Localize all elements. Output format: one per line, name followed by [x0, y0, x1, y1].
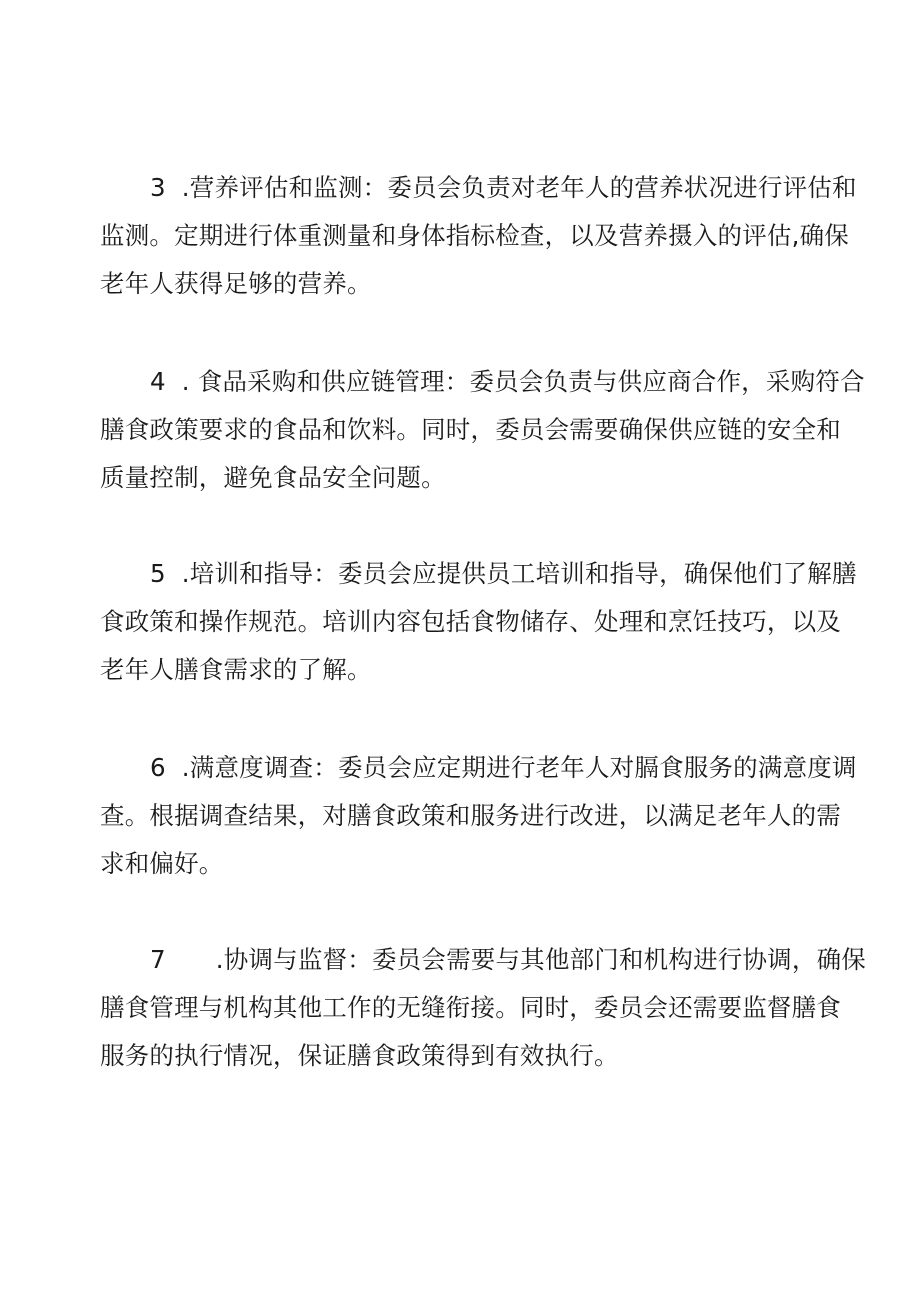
list-item-3 [100, 164, 857, 308]
item-line-3: 服务的执行情况，保证膳食政策得到有效执行。 [100, 1041, 619, 1070]
list-item-6 [100, 744, 857, 888]
item-number: 3 [150, 173, 166, 202]
item-line-3: 求和偏好。 [100, 849, 224, 878]
item-line-1: .满意度调查：委员会应定期进行老年人对膈食服务的满意度调 [181, 753, 857, 782]
list-item-5 [100, 550, 857, 694]
item-line-2: 膳食管理与机构其他工作的无缝衔接。同时，委员会还需要监督膳食 [100, 993, 841, 1022]
item-number: 5 [150, 559, 166, 588]
item-line-2: 膳食政策要求的食品和饮料。同时，委员会需要确保供应链的安全和 [100, 415, 841, 444]
item-line-2: 食政策和操作规范。培训内容包括食物储存、处理和烹饪技巧，以及 [100, 607, 841, 636]
item-line-1: .协调与监督：委员会需要与其他部门和机构进行协调，确保 [215, 945, 866, 974]
list-item-4 [100, 358, 865, 502]
item-line-2: 查。根据调查结果，对膳食政策和服务进行改进，以满足老年人的需 [100, 801, 841, 830]
item-line-1: .营养评估和监测：委员会负责对老年人的营养状况进行评估和 [181, 173, 857, 202]
item-line-3: 老年人获得足够的营养。 [100, 269, 372, 298]
item-number: 7 [150, 945, 166, 974]
item-line-1: .培训和指导：委员会应提供员工培训和指导，确保他们了解膳 [181, 559, 857, 588]
list-item-7 [100, 936, 866, 1080]
item-line-3: 老年人膳食需求的了解。 [100, 655, 372, 684]
item-number: 4 [150, 367, 166, 396]
item-number: 6 [150, 753, 166, 782]
item-line-3: 质量控制，避免食品安全问题。 [100, 463, 446, 492]
item-line-2: 监测。定期进行体重测量和身体指标检查，以及营养摄入的评估,确保 [100, 221, 849, 250]
item-line-1: . 食品采购和供应链管理：委员会负责与供应商合作，采购符合 [181, 367, 865, 396]
